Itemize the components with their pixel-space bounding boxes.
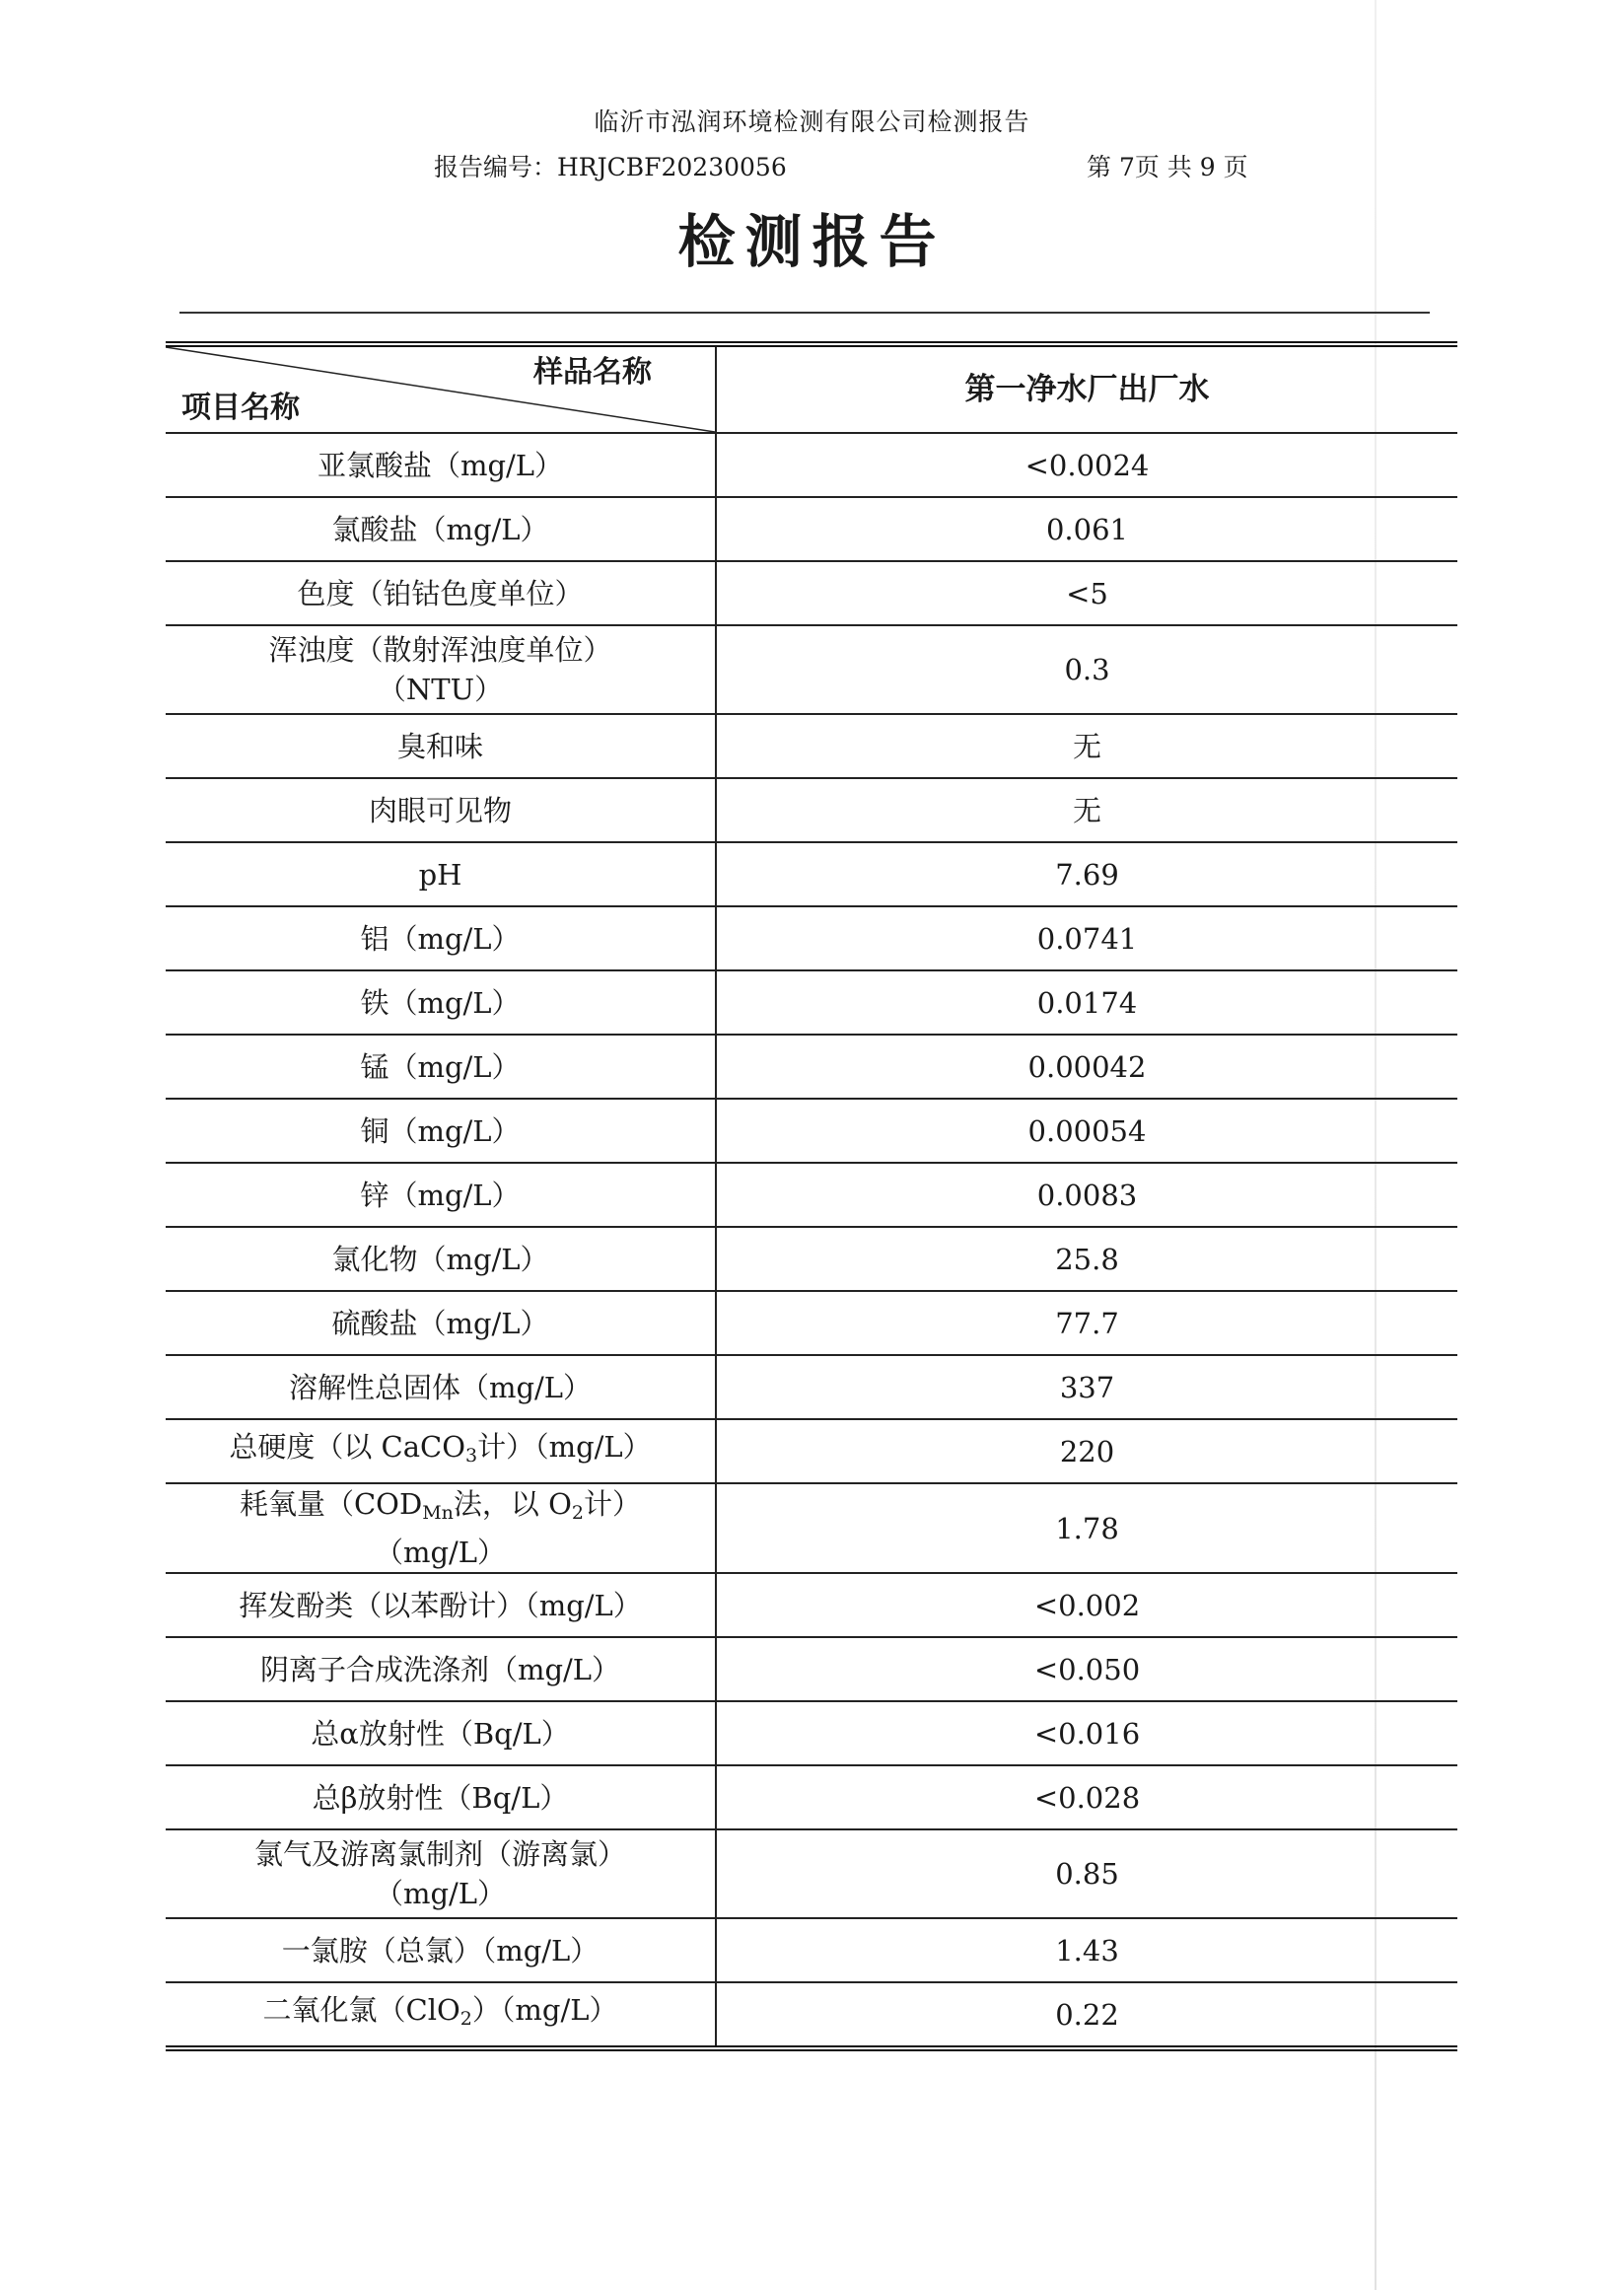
item-name-label: 项目名称: [181, 391, 300, 425]
table-row: [166, 1982, 1457, 2048]
table-row: [166, 1419, 1457, 1483]
column-header-cell: [716, 344, 1457, 433]
item-cell: 铁（mg/L）: [166, 970, 716, 1035]
item-cell: 阴离子合成洗涤剂（mg/L）: [166, 1637, 716, 1701]
results-table: [166, 341, 1457, 2051]
table-row: [166, 714, 1457, 778]
value-cell: 0.0083: [716, 1163, 1457, 1227]
value-cell: 无: [716, 778, 1457, 842]
item-line: （mg/L）: [374, 1536, 507, 1569]
table-row: [166, 906, 1457, 970]
table-row: [166, 1035, 1457, 1099]
item-cell: 肉眼可见物: [166, 778, 716, 842]
item-cell: 挥发酚类（以苯酚计）（mg/L）: [166, 1573, 716, 1637]
table-row: [166, 1829, 1457, 1918]
report-number: 报告编号：HRJCBF20230056: [434, 153, 787, 181]
item-line: （mg/L）: [374, 1877, 507, 1910]
item-cell: 氯化物（mg/L）: [166, 1227, 716, 1291]
item-line: 氯气及游离氯制剂（游离氯）: [253, 1837, 626, 1871]
item-cell: 亚氯酸盐（mg/L）: [166, 433, 716, 497]
value-cell: 0.85: [716, 1829, 1457, 1918]
value-cell: <0.0024: [716, 433, 1457, 497]
item-cell: [166, 1483, 716, 1573]
value-cell: 0.061: [716, 497, 1457, 561]
value-cell: 0.0174: [716, 970, 1457, 1035]
item-text: 计）（mg/L）: [477, 1430, 652, 1464]
item-cell: 溶解性总固体（mg/L）: [166, 1355, 716, 1419]
item-cell: 铝（mg/L）: [166, 906, 716, 970]
sample-name-label: 样品名称: [533, 355, 652, 390]
table-header-row: [166, 344, 1457, 433]
item-line: 浑浊度（散射浑浊度单位）: [268, 633, 612, 667]
table-row: [166, 497, 1457, 561]
item-cell: 总β放射性（Bq/L）: [166, 1765, 716, 1829]
subscript: Mn: [422, 1502, 454, 1524]
table-row: [166, 561, 1457, 625]
report-title: 检测报告: [677, 208, 947, 275]
table-row: [166, 1291, 1457, 1355]
table-row: [166, 1227, 1457, 1291]
subscript: 2: [571, 1502, 584, 1524]
item-text: ）（mg/L）: [471, 1993, 618, 2027]
item-text: 耗氧量（COD: [239, 1487, 423, 1521]
value-cell: <0.016: [716, 1701, 1457, 1765]
item-line: （NTU）: [377, 673, 504, 706]
value-cell: 1.43: [716, 1918, 1457, 1982]
table-row: [166, 1701, 1457, 1765]
value-cell: 0.22: [716, 1982, 1457, 2048]
item-text: 法，以 O: [453, 1487, 572, 1521]
value-cell: 77.7: [716, 1291, 1457, 1355]
table-row: [166, 1483, 1457, 1573]
item-cell: 硫酸盐（mg/L）: [166, 1291, 716, 1355]
item-cell: [166, 1829, 716, 1918]
item-text: 计）: [584, 1487, 642, 1521]
value-cell: 0.0741: [716, 906, 1457, 970]
table-row: [166, 778, 1457, 842]
table-row: [166, 1355, 1457, 1419]
company-header: 临沂市泓润环境检测有限公司检测报告: [594, 107, 1030, 136]
sample-column-title: 第一净水厂出厂水: [964, 372, 1210, 407]
value-cell: 0.00054: [716, 1099, 1457, 1163]
page-number: 第 7页 共 9 页: [1087, 153, 1248, 181]
value-cell: <5: [716, 561, 1457, 625]
item-cell: 色度（铂钴色度单位）: [166, 561, 716, 625]
value-cell: <0.002: [716, 1573, 1457, 1637]
item-cell: [166, 625, 716, 714]
value-cell: 0.00042: [716, 1035, 1457, 1099]
table-row: [166, 1637, 1457, 1701]
item-cell: 铜（mg/L）: [166, 1099, 716, 1163]
table-row: [166, 1099, 1457, 1163]
item-cell: 氯酸盐（mg/L）: [166, 497, 716, 561]
value-cell: <0.050: [716, 1637, 1457, 1701]
table-row: [166, 842, 1457, 906]
table-row: [166, 970, 1457, 1035]
value-cell: 25.8: [716, 1227, 1457, 1291]
item-cell: pH: [166, 842, 716, 906]
subscript: 3: [464, 1445, 478, 1467]
item-cell: [166, 1982, 716, 2048]
item-text: 总硬度（以 CaCO: [229, 1430, 465, 1464]
value-cell: 220: [716, 1419, 1457, 1483]
table-row: [166, 625, 1457, 714]
value-cell: 1.78: [716, 1483, 1457, 1573]
item-cell: 锰（mg/L）: [166, 1035, 716, 1099]
corner-header-cell: [166, 344, 716, 433]
item-cell: 一氯胺（总氯）（mg/L）: [166, 1918, 716, 1982]
value-cell: 无: [716, 714, 1457, 778]
item-cell: 锌（mg/L）: [166, 1163, 716, 1227]
table-row: [166, 433, 1457, 497]
subscript: 2: [459, 2008, 472, 2030]
item-cell: 臭和味: [166, 714, 716, 778]
value-cell: 7.69: [716, 842, 1457, 906]
header-rule: [179, 312, 1430, 314]
item-cell: [166, 1419, 716, 1483]
table-row: [166, 1918, 1457, 1982]
item-line: [172, 1484, 709, 1533]
table-row: [166, 1573, 1457, 1637]
table-row: [166, 1765, 1457, 1829]
item-cell: 总α放射性（Bq/L）: [166, 1701, 716, 1765]
value-cell: 337: [716, 1355, 1457, 1419]
table-row: [166, 1163, 1457, 1227]
value-cell: <0.028: [716, 1765, 1457, 1829]
value-cell: 0.3: [716, 625, 1457, 714]
item-text: 二氧化氯（ClO: [262, 1993, 460, 2027]
